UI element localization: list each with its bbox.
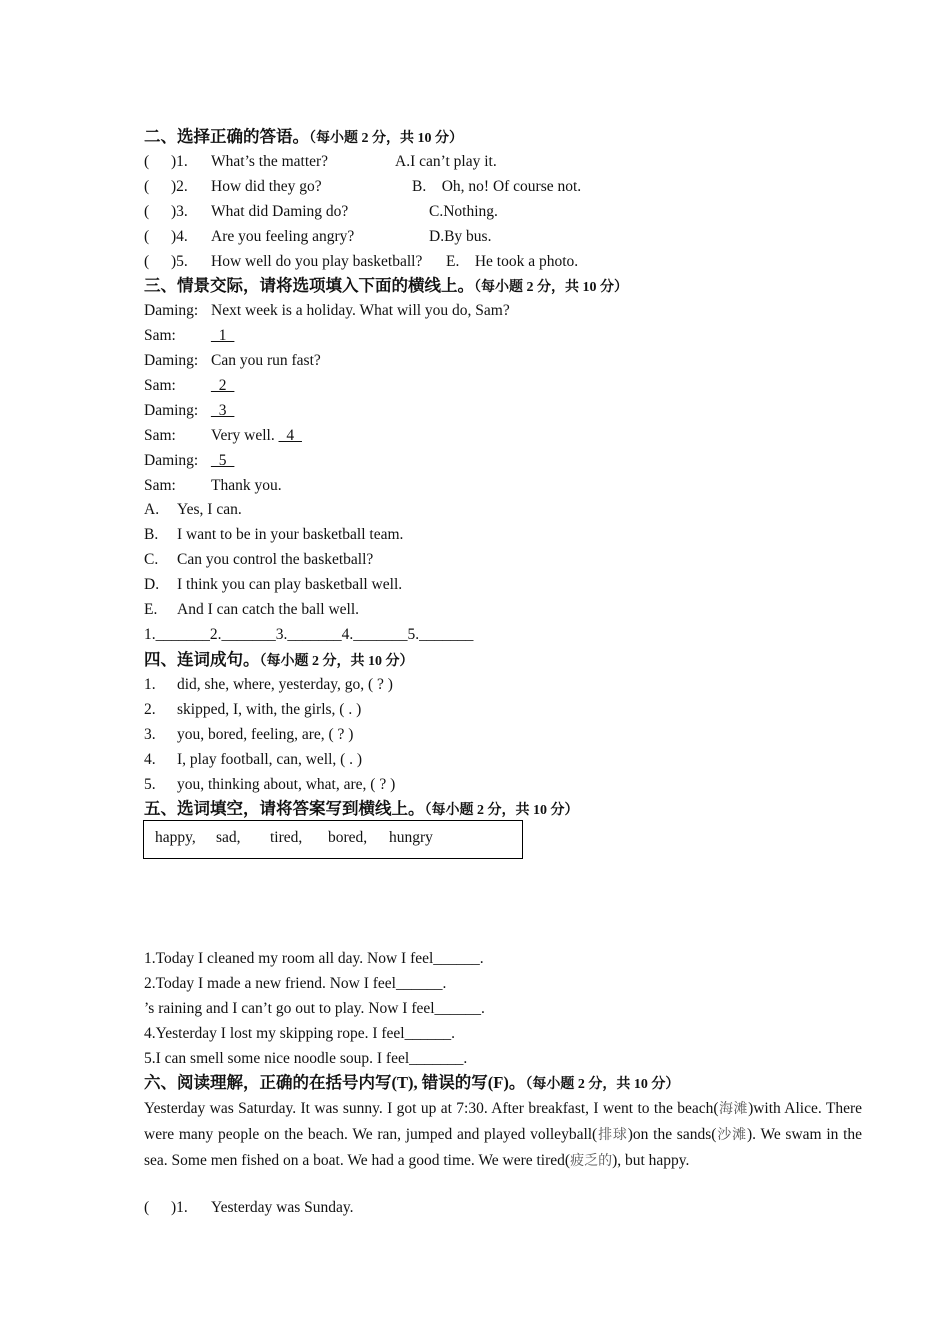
row-paren[interactable]: (	[144, 203, 150, 220]
speaker-label: Sam:	[144, 377, 176, 394]
speaker-label: Daming:	[144, 352, 199, 369]
row-number: )3.	[171, 203, 188, 220]
row-number: )2.	[171, 178, 188, 195]
item-text: you, bored, feeling, are, ( ? )	[177, 726, 354, 743]
word-bank-word: happy,	[155, 829, 196, 846]
option-text: C.Nothing.	[429, 203, 498, 220]
option-text: I want to be in your basketball team.	[177, 526, 404, 543]
section2-note: （每小题 2 分，共 10 分）	[309, 131, 463, 146]
option-text: And I can catch the ball well.	[177, 601, 360, 618]
passage-text: Yesterday was Saturday. It was sunny. I got up at 7:30. After breakfast, I went to the beach(	[144, 1100, 719, 1117]
word-bank-box	[143, 820, 523, 859]
question-text: How well do you play basketball?	[211, 253, 423, 270]
section4-heading	[144, 650, 414, 672]
row-number: )5.	[171, 253, 188, 270]
question-text: What’s the matter?	[211, 153, 329, 170]
section6-note: （每小题 2 分，共 10 分）	[525, 1077, 680, 1092]
fill-item[interactable]: 4.Yesterday I lost my skipping rope. I feel______.	[144, 1025, 455, 1042]
fill-item[interactable]: 5.I can smell some nice noodle soup. I feel_______.	[144, 1050, 468, 1067]
option-text: A.I can’t play it.	[395, 153, 497, 170]
row-paren[interactable]: (	[144, 153, 150, 170]
item-text: skipped, I, with, the girls, ( . )	[177, 701, 362, 718]
word-bank-word: hungry	[389, 829, 433, 846]
row-paren[interactable]: (	[144, 228, 150, 245]
section5-title: 五、选词填空，请将答案写到横线上。	[144, 799, 425, 818]
row-paren[interactable]: (	[144, 1199, 150, 1216]
passage-text: ), but happy.	[612, 1152, 690, 1169]
question-text: Are you feeling angry?	[211, 228, 355, 245]
option-text: I think you can play basketball well.	[177, 576, 403, 593]
row-number: )4.	[171, 228, 188, 245]
question-text: Yesterday was Sunday.	[211, 1199, 354, 1216]
option-letter: C.	[144, 551, 159, 568]
section4-note: （每小题 2 分，共 10 分）	[259, 654, 414, 669]
item-text: you, thinking about, what, are, ( ? )	[177, 776, 396, 793]
item-text: I, play football, can, well, ( . )	[177, 751, 363, 768]
speaker-label: Sam:	[144, 327, 176, 344]
reading-passage	[144, 1096, 862, 1174]
row-paren[interactable]: (	[144, 253, 150, 270]
section3-note: （每小题 2 分，共 10 分）	[474, 280, 628, 295]
section2-heading	[144, 127, 463, 149]
option-text: E. He took a photo.	[446, 253, 579, 270]
dialogue-text: Thank you.	[211, 477, 282, 494]
option-letter: D.	[144, 576, 160, 593]
option-letter: A.	[144, 501, 160, 518]
question-text: How did they go?	[211, 178, 322, 195]
speaker-label: Sam:	[144, 427, 176, 444]
item-text: did, she, where, yesterday, go, ( ? )	[177, 676, 393, 693]
option-text: Yes, I can.	[177, 501, 242, 518]
option-text: D.By bus.	[429, 228, 492, 245]
row-number: )1.	[171, 153, 188, 170]
answer-blank[interactable]: _5_	[211, 452, 235, 469]
answer-blank[interactable]: _2_	[211, 377, 235, 394]
gloss-text: 疲乏的	[570, 1153, 613, 1169]
item-number: 4.	[144, 751, 156, 768]
item-number: 3.	[144, 726, 156, 743]
row-paren[interactable]: (	[144, 178, 150, 195]
answer-blank[interactable]: _4_	[278, 427, 302, 444]
passage-text: )with Alice. There were many people on the beach. We ran, jumped and played volleyball(	[144, 1100, 862, 1143]
fill-item[interactable]: 2.Today I made a new friend. Now I feel______.	[144, 975, 447, 992]
section3-heading	[144, 276, 628, 298]
question-text: What did Daming do?	[211, 203, 349, 220]
word-bank-word: sad,	[216, 829, 241, 846]
answer-blank[interactable]: _1_	[211, 327, 235, 344]
passage-text: ). We swam in the sea. Some men fished on a boat. We had a good time. We were tired(	[144, 1126, 863, 1169]
item-number: 2.	[144, 701, 156, 718]
fill-item[interactable]: 1.Today I cleaned my room all day. Now I feel______.	[144, 950, 484, 967]
gloss-text: 海滩	[718, 1101, 749, 1117]
fill-item[interactable]: ’s raining and I can’t go out to play. Now I feel______.	[144, 1000, 485, 1017]
item-number: 1.	[144, 676, 156, 693]
answer-blank[interactable]: _3_	[211, 402, 235, 419]
word-bank-word: tired,	[270, 829, 303, 846]
option-letter: B.	[144, 526, 159, 543]
dialogue-text: Very well.	[211, 427, 279, 444]
section6-title: 六、阅读理解，正确的在括号内写(T), 错误的写(F)。	[144, 1073, 526, 1092]
gloss-text: 排球	[597, 1127, 628, 1143]
section5-heading	[144, 799, 579, 821]
section5-note: （每小题 2 分，共 10 分）	[424, 803, 579, 818]
item-number: 5.	[144, 776, 156, 793]
speaker-label: Daming:	[144, 302, 199, 319]
section6-heading	[144, 1073, 679, 1095]
dialogue-text: Next week is a holiday. What will you do, Sam?	[211, 302, 510, 319]
option-letter: E.	[144, 601, 158, 618]
row-number: )1.	[171, 1199, 188, 1216]
option-text: Can you control the basketball?	[177, 551, 374, 568]
gloss-text: 沙滩	[716, 1127, 747, 1143]
section3-title: 三、情景交际，请将选项填入下面的横线上。	[144, 276, 474, 295]
word-bank-word: bored,	[328, 829, 368, 846]
answer-line[interactable]: 1._______2._______3._______4._______5._______	[144, 626, 474, 643]
dialogue-text: Can you run fast?	[211, 352, 321, 369]
section4-title: 四、连词成句。	[144, 650, 260, 669]
speaker-label: Daming:	[144, 402, 199, 419]
option-text: B. Oh, no! Of course not.	[412, 178, 582, 195]
speaker-label: Sam:	[144, 477, 176, 494]
passage-text: )on the sands(	[627, 1126, 717, 1143]
section2-title: 二、选择正确的答语。	[144, 127, 309, 146]
speaker-label: Daming:	[144, 452, 199, 469]
dialogue-text-with-blank	[211, 426, 302, 446]
